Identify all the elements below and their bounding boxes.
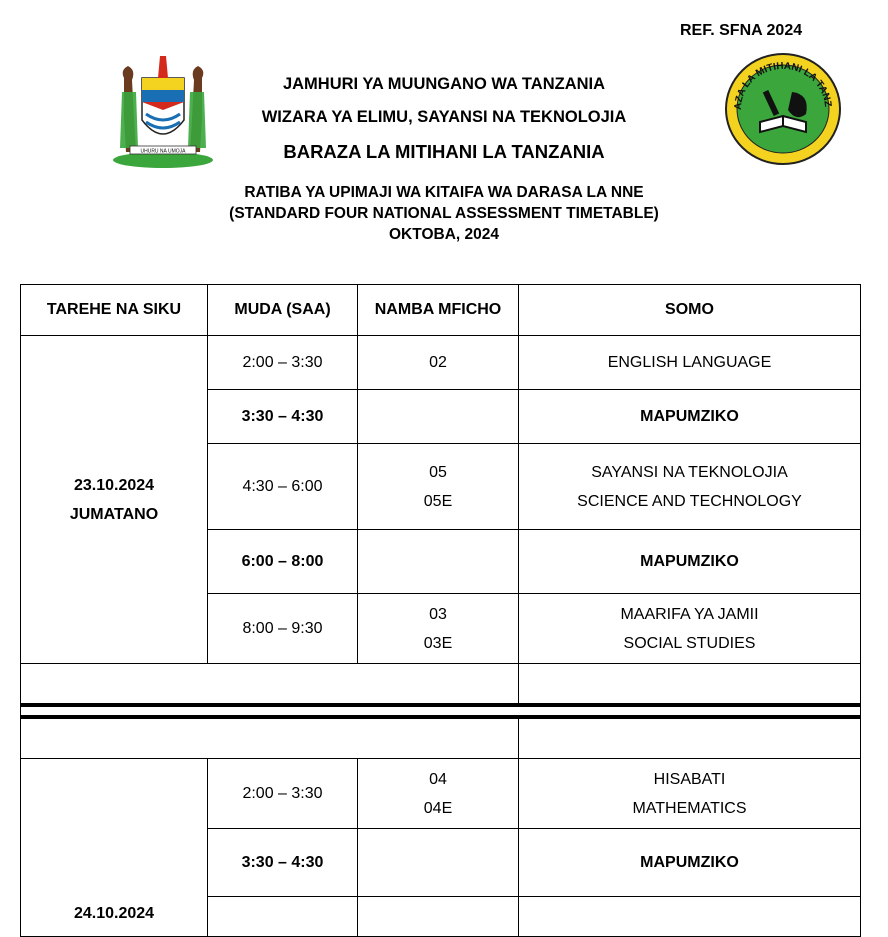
code-primary: 04 (429, 770, 447, 788)
time-cell: 3:30 – 4:30 (208, 829, 358, 897)
header-line-3: BARAZA LA MITIHANI LA TANZANIA (283, 141, 605, 162)
code-english: 03E (423, 634, 453, 652)
subject-swahili: SAYANSI NA TEKNOLOJIA (591, 463, 788, 481)
day-divider (21, 705, 861, 717)
subject-cell: ENGLISH LANGUAGE (519, 336, 861, 390)
code-cell (358, 444, 519, 530)
header-code: NAMBA MFICHO (358, 285, 519, 336)
code-primary: 03 (429, 605, 447, 623)
time-cell: 8:00 – 9:30 (208, 594, 358, 664)
subject-english: SOCIAL STUDIES (623, 634, 756, 652)
coat-motto-text: UHURU NA UMOJA (140, 148, 186, 155)
subject-swahili: MAARIFA YA JAMII (620, 605, 759, 623)
date-cell (21, 336, 208, 664)
break-cell: MAPUMZIKO (519, 829, 861, 897)
date-cell (21, 759, 208, 937)
reference-number: REF. SFNA 2024 (680, 22, 803, 39)
time-cell: 3:30 – 4:30 (208, 390, 358, 444)
subject-english: MATHEMATICS (632, 799, 747, 817)
header-time: MUDA (SAA) (208, 285, 358, 336)
subject-cell (519, 594, 861, 664)
code-cell (358, 594, 519, 664)
timetable-title-english: (STANDARD FOUR NATIONAL ASSESSMENT TIMETABLE) (229, 205, 659, 222)
code-english: 04E (423, 799, 453, 817)
table-row (21, 336, 861, 390)
subject-english: SCIENCE AND TECHNOLOGY (577, 492, 802, 510)
code-primary: 05 (429, 463, 447, 481)
time-cell: 2:00 – 3:30 (208, 759, 358, 829)
time-cell: 2:00 – 3:30 (208, 336, 358, 390)
spacer-row (21, 717, 861, 759)
subject-cell (519, 759, 861, 829)
time-cell: 6:00 – 8:00 (208, 530, 358, 594)
table-row (21, 759, 861, 829)
header-subject: SOMO (519, 285, 861, 336)
code-cell (358, 530, 519, 594)
code-english: 05E (423, 492, 453, 510)
code-cell (358, 829, 519, 897)
spacer-row (21, 664, 861, 706)
code-cell (358, 759, 519, 829)
header-line-1: JAMHURI YA MUUNGANO WA TANZANIA (282, 75, 606, 93)
timetable-table (20, 284, 861, 937)
header-date: TAREHE NA SIKU (21, 285, 208, 336)
header-line-2: WIZARA YA ELIMU, SAYANSI NA TEKNOLOJIA (261, 108, 627, 126)
subject-swahili: HISABATI (653, 770, 726, 788)
table-header-row (21, 285, 861, 336)
break-cell: MAPUMZIKO (519, 390, 861, 444)
code-cell: 02 (358, 336, 519, 390)
timetable-month: OKTOBA, 2024 (389, 226, 499, 243)
subject-cell (519, 444, 861, 530)
day-text: JUMATANO (69, 505, 159, 523)
date-text: 24.10.2024 (73, 905, 155, 922)
break-cell: MAPUMZIKO (519, 530, 861, 594)
time-cell: 4:30 – 6:00 (208, 444, 358, 530)
timetable-title-swahili: RATIBA YA UPIMAJI WA KITAIFA WA DARASA LA NNE (244, 184, 644, 201)
code-cell (358, 390, 519, 444)
seal-text: AZA LA MITIHANI LA TANZ (732, 60, 834, 111)
date-text: 23.10.2024 (73, 476, 155, 494)
